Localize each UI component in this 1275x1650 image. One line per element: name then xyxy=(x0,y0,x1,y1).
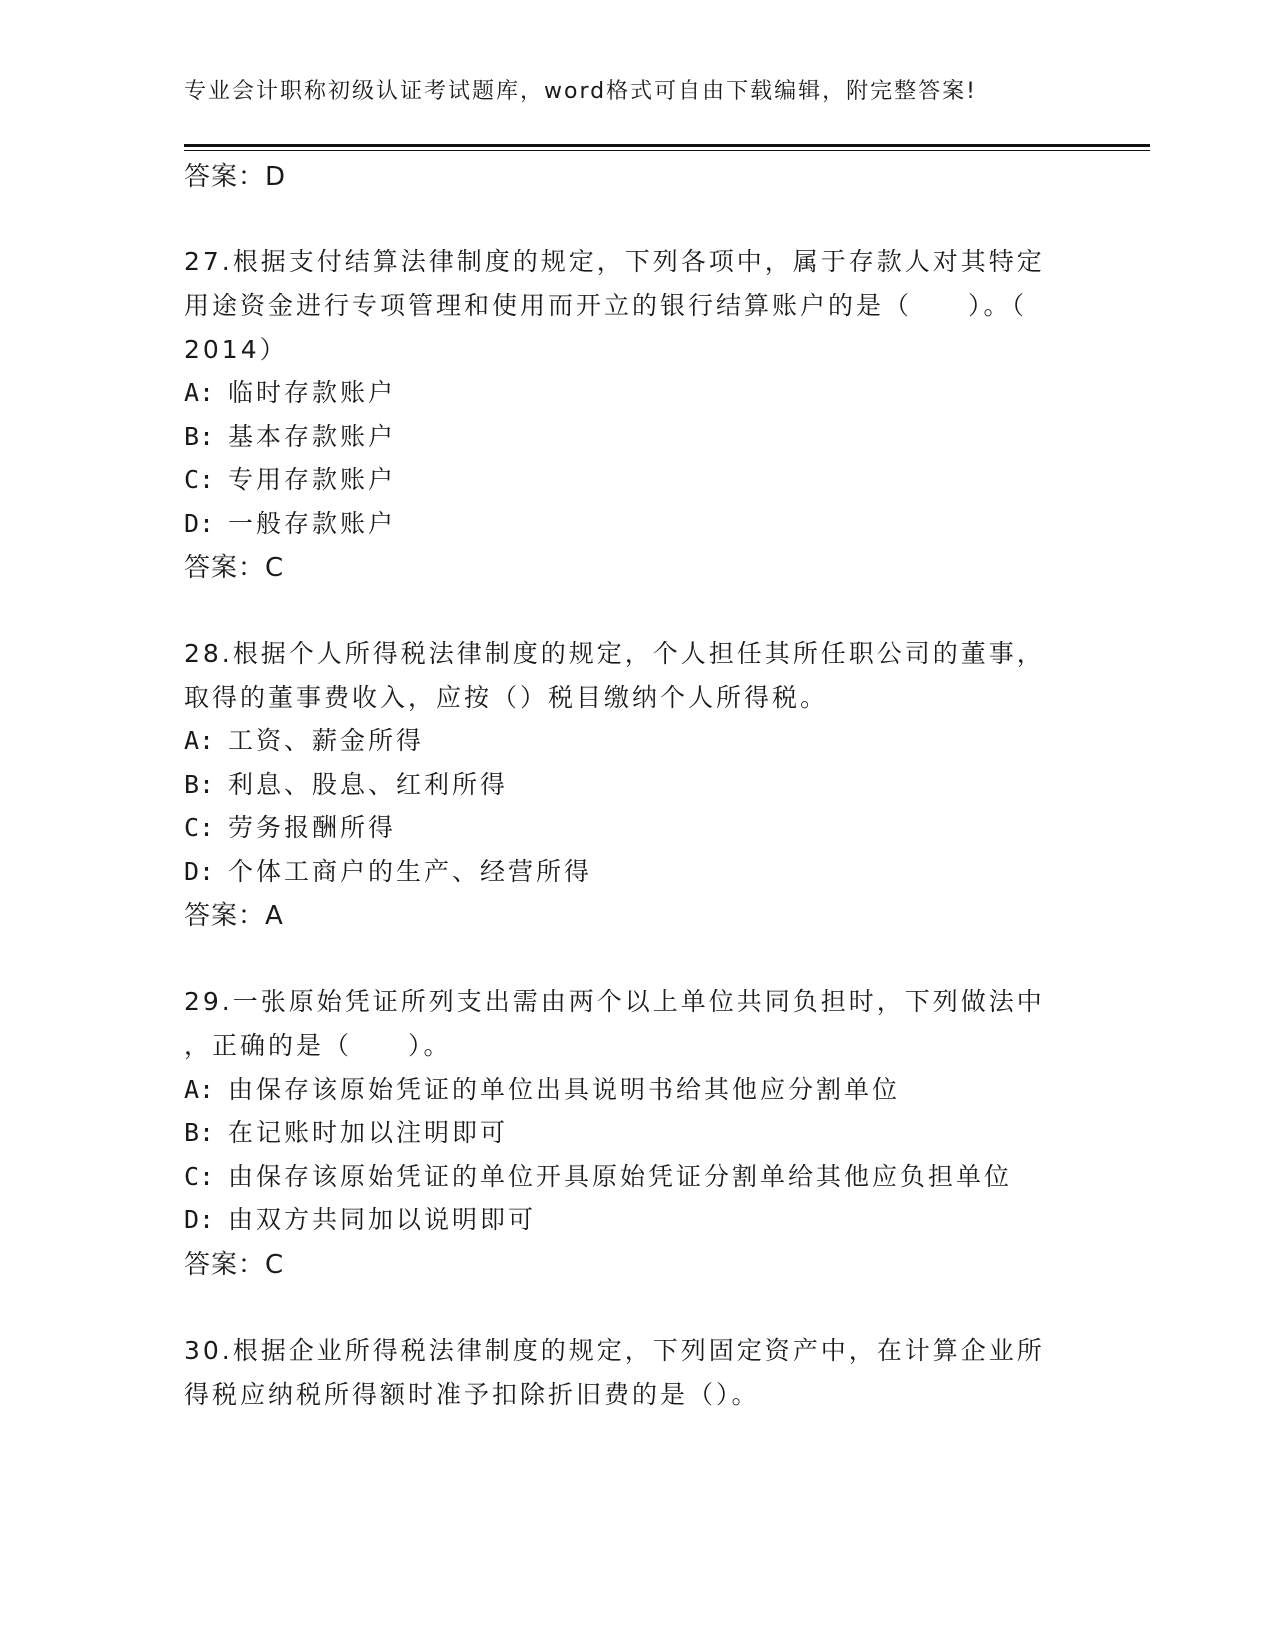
option-text: 基本存款账户 xyxy=(228,422,397,451)
option-text: 临时存款账户 xyxy=(228,378,397,407)
question-30-line-1: 30.根据企业所得税法律制度的规定，下列固定资产中，在计算企业所 xyxy=(184,1336,1045,1365)
question-28-option-a xyxy=(184,721,424,757)
option-letter: C: xyxy=(184,813,215,842)
header-rule-thick xyxy=(184,144,1150,147)
question-28-line-1: 28.根据个人所得税法律制度的规定，个人担任其所任职公司的董事， xyxy=(184,639,1045,668)
question-27-line-3: 2014） xyxy=(184,335,288,364)
question-29-line-1: 29.一张原始凭证所列支出需由两个以上单位共同负担时，下列做法中 xyxy=(184,987,1045,1016)
question-28-option-d xyxy=(184,852,592,888)
option-letter: B: xyxy=(184,770,215,799)
question-29-option-c xyxy=(184,1157,1012,1193)
option-letter: A: xyxy=(184,378,215,407)
page-header: 专业会计职称初级认证考试题库，word格式可自由下载编辑，附完整答案! xyxy=(184,79,977,104)
question-27-option-c xyxy=(184,460,396,496)
option-letter: A: xyxy=(184,1075,215,1104)
option-letter: A: xyxy=(184,726,215,755)
option-text: 一般存款账户 xyxy=(228,509,397,538)
answer-prev: 答案：D xyxy=(184,162,287,192)
question-29-option-d xyxy=(184,1200,536,1236)
option-text: 由保存该原始凭证的单位开具原始凭证分割单给其他应负担单位 xyxy=(228,1162,1013,1191)
option-text: 工资、薪金所得 xyxy=(228,726,425,755)
question-28-option-b xyxy=(184,765,508,801)
option-text: 利息、股息、红利所得 xyxy=(228,770,509,799)
option-letter: D: xyxy=(184,1205,215,1234)
question-27-option-b xyxy=(184,417,396,453)
question-27-answer: 答案：C xyxy=(184,553,285,583)
question-28-answer: 答案：A xyxy=(184,901,284,931)
option-letter: B: xyxy=(184,422,215,451)
option-letter: D: xyxy=(184,857,215,886)
option-text: 在记账时加以注明即可 xyxy=(228,1118,509,1147)
option-letter: B: xyxy=(184,1118,215,1147)
question-27-option-d xyxy=(184,504,396,540)
question-29-line-2: ，正确的是（ ）。 xyxy=(184,1031,452,1060)
option-text: 个体工商户的生产、经营所得 xyxy=(228,857,593,886)
option-letter: C: xyxy=(184,1162,215,1191)
option-letter: D: xyxy=(184,509,215,538)
question-28-option-c xyxy=(184,808,396,844)
question-28-line-2: 取得的董事费收入，应按（）税目缴纳个人所得税。 xyxy=(184,683,829,712)
question-29-answer: 答案：C xyxy=(184,1250,285,1280)
header-rule-thin xyxy=(184,150,1150,151)
option-text: 由保存该原始凭证的单位出具说明书给其他应分割单位 xyxy=(228,1075,901,1104)
option-letter: C: xyxy=(184,465,215,494)
question-27-line-1: 27.根据支付结算法律制度的规定，下列各项中，属于存款人对其特定 xyxy=(184,247,1045,276)
question-29-option-a xyxy=(184,1070,900,1106)
question-29-option-b xyxy=(184,1113,508,1149)
option-text: 由双方共同加以说明即可 xyxy=(228,1205,537,1234)
option-text: 劳务报酬所得 xyxy=(228,813,397,842)
question-27-option-a xyxy=(184,373,396,409)
option-text: 专用存款账户 xyxy=(228,465,397,494)
question-27-line-2: 用途资金进行专项管理和使用而开立的银行结算账户的是（ ）。（ xyxy=(184,291,1028,320)
question-30-line-2: 得税应纳税所得额时准予扣除折旧费的是（）。 xyxy=(184,1380,760,1409)
